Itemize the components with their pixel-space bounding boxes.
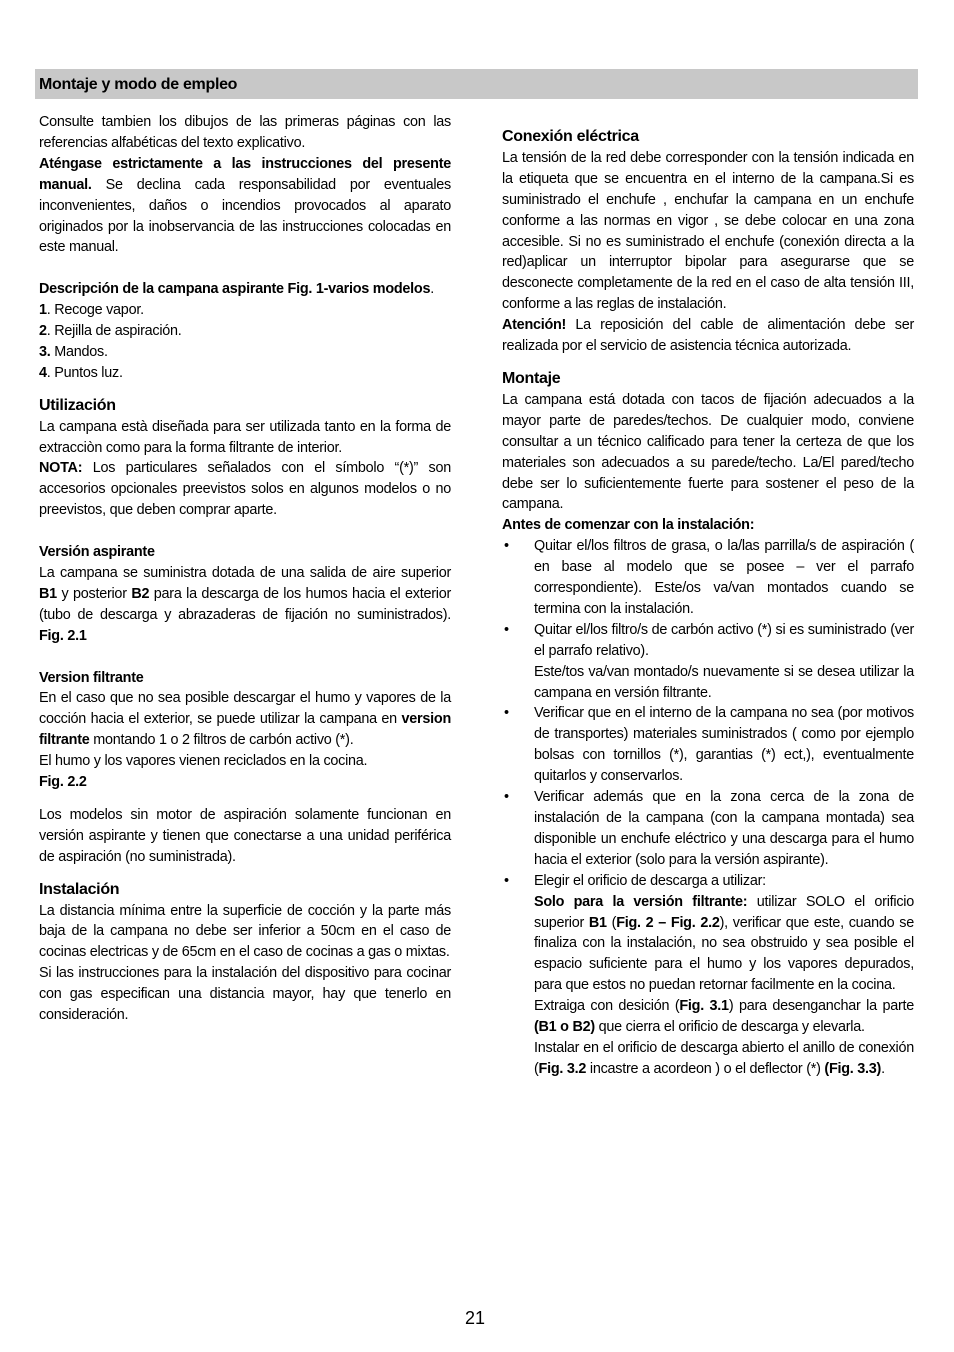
filtrante-fig: Fig. 2.2 bbox=[39, 774, 87, 791]
nota-label: NOTA: bbox=[39, 460, 83, 477]
right-column bbox=[502, 127, 914, 1080]
instalacion-paragraph-1: La distancia mínima entre la superficie de cocción y la parte más baja de la campana no debe ser inferior a 50cm en el caso de cocinas electricas y de 65cm en el caso de cocinas a gas o mixtas. bbox=[39, 902, 451, 961]
bullet-icon: • bbox=[504, 621, 509, 638]
montaje-paragraph: La campana está dotada con tacos de fijación adecuados a la mayor parte de paredes/techos. De cualquier modo, conviene consultar a un técnico calificado para tener la certeza de que los materiales son adecuados a su parede/techo. La/El pared/techo debe ser lo suficientemente fuerte para sostener el peso de la campana. bbox=[502, 391, 914, 513]
filtrante-line2: El humo y los vapores vienen reciclados en la cocina. bbox=[39, 753, 368, 770]
list-item: • Quitar el/los filtros de grasa, o la/las parrilla/s de aspiración ( en base al modelo que se posee – ver el parrafo correspondiente). Este/os va/van montados cuando se termina con la instalación. bbox=[504, 538, 914, 617]
instalacion-paragraph-2: Si las instrucciones para la instalación del dispositivo para cocinar con gas especifican una distancia mayor, hay que tenerlo en consideración. bbox=[39, 965, 451, 1024]
antes-heading: Antes de comenzar con la instalación: bbox=[502, 517, 755, 534]
instalar-text: Instalar en el orificio de descarga abierto el anillo de conexión (Fig. 3.2 incastre a acordeon ) o el deflector (*) (Fig. 3.3). bbox=[534, 1039, 914, 1077]
warning-paragraph bbox=[39, 154, 451, 259]
section-title: Montaje y modo de empleo bbox=[39, 76, 238, 93]
extraiga-text: Extraiga con desición (Fig. 3.1) para desenganchar la parte (B1 o B2) que cierra el orificio de descarga y elevarla. bbox=[534, 998, 914, 1036]
page-number: 21 bbox=[465, 1308, 486, 1328]
sin-motor-paragraph: Los modelos sin motor de aspiración solamente funcionan en versión aspirante y tienen que conectarse a una unidad periférica de aspiración (no suministrada). bbox=[39, 806, 451, 865]
list-item: • Quitar el/los filtro/s de carbón activo (*) si es suministrado (ver el parrafo relativo). Este/tos va/van montado/s nuevamente si se desea utilizar la campana en versión filtrante. bbox=[504, 621, 914, 701]
conexion-heading: Conexión eléctrica bbox=[502, 128, 639, 145]
list-item: 3. Mandos. bbox=[39, 343, 108, 360]
nota-paragraph: NOTA: Los particulares señalados con el símbolo “(*)” son accesorios opcionales preevistos solos en algunos modelos o no preevistos, que deben comprar aparte. bbox=[39, 460, 451, 519]
list-item: • Elegir el orificio de descarga a utilizar: Solo para la versión filtrante: utilizar SOLO el orificio superior B1 (Fig. 2 – Fig. 2.2), verificar que este, cuando se finaliza con la instalación, no sea obstruido y sea posible el espacio suficiente para el humo y los vapores depurados, para que estos no puedan retornar facilmente en la cocina. Extraiga con desición (Fig. 3.1) para desenganchar la parte (B1 o B2) que cierra el orificio de descarga y elevarla. Instalar en el orificio de descarga abierto el anillo de conexión (Fig. 3.2 incastre a acordeon ) o el deflector (*) (Fig. 3.3). bbox=[502, 871, 914, 1080]
left-column bbox=[39, 112, 451, 1026]
bullet-icon: • bbox=[504, 538, 509, 555]
utilizacion-heading: Utilización bbox=[39, 396, 116, 414]
atencion-paragraph: Atención! La reposición del cable de alimentación debe ser realizada por el servicio de asistencia técnica autorizada. bbox=[502, 317, 914, 355]
intro-paragraph: Consulte tambien los dibujos de las primeras páginas con las referencias alfabéticas del texto explicativo. bbox=[39, 114, 451, 151]
conexion-paragraph: La tensión de la red debe corresponder con la tensión indicada en la etiqueta que se encuentra en el interno de la campana.Si es suministrado el enchufe , enchufar la campana en un enchufe conforme a las normas en vigor , se debe colocar en una zona accesible. Si no es suministrado el enchufe (conexión directa a la red)aplicar un interruptor bipolar para asegurarse que se desconecte completamente de la red en el caso de alta tensión III, conforme a las reglas de instalación. bbox=[502, 149, 914, 313]
description-title: Descripción de la campana aspirante Fig. 1-varios modelos. bbox=[39, 281, 434, 298]
filtrante-paragraph: En el caso que no sea posible descargar el humo y vapores de la cocción hacia el exterior, se puede utilizar la campana en version filtrante montando 1 o 2 filtros de carbón activo (*). bbox=[39, 690, 451, 749]
atencion-label: Atención! bbox=[502, 317, 567, 334]
list-item: 1. Recoge vapor. bbox=[39, 302, 144, 319]
list-item: • Verificar que en el interno de la campana no sea (por motivos de transportes) materiales suministrados ( como por ejemplo bolsas con tornillos (*), garantias (*) ect,), eventualmente quitarlos y conservarlos. bbox=[504, 705, 914, 785]
section-header-bar bbox=[35, 69, 918, 99]
bullet-icon: • bbox=[504, 789, 509, 806]
aspirante-paragraph: La campana se suministra dotada de una salida de aire superior B1 y posterior B2 para la descarga de los humos hacia el exterior (tubo de descarga y abrazaderas de fijación no suministrados). Fig. 2.1 bbox=[39, 565, 451, 644]
montaje-heading: Montaje bbox=[502, 369, 561, 387]
filtrante-heading: Version filtrante bbox=[39, 669, 144, 686]
list-item: 4. Puntos luz. bbox=[39, 364, 123, 381]
list-item: 2. Rejilla de aspiración. bbox=[39, 323, 182, 340]
aspirante-heading: Versión aspirante bbox=[39, 544, 155, 561]
list-item: • Verificar además que en la zona cerca de la zona de instalación de la campana (con la campana montada) sea disponible un enchufe eléctrico y una descarga para el humo hacia el exterior (solo para la versión aspirante). bbox=[504, 789, 914, 868]
description-list bbox=[39, 300, 451, 384]
bullet-icon: • bbox=[504, 705, 509, 722]
solo-filtrante-text: Solo para la versión filtrante: utilizar SOLO el orificio superior B1 (Fig. 2 – Fig. 2.2), verificar que este, cuando se finaliza con la instalación, no sea obstruido y sea posible el espacio suficiente para el humo y los vapores depurados, para que estos no puedan retornar facilmente en la cocina. bbox=[534, 893, 914, 994]
warning-bold: Aténgase estrictamente a las instrucciones del presente manual. bbox=[39, 155, 451, 193]
warning-text: Se declina cada responsabilidad por eventuales inconvenientes, daños o incendios provocados al aparato originados por la inobservancia de las instrucciones colocadas en este manual. bbox=[39, 176, 451, 256]
utilizacion-paragraph: La campana està diseñada para ser utilizada tanto en la forma de extracciòn como para la forma filtrante de interior. bbox=[39, 418, 451, 456]
bullet-icon: • bbox=[504, 872, 509, 889]
installation-steps-list bbox=[502, 536, 914, 1080]
instalacion-heading: Instalación bbox=[39, 880, 120, 898]
